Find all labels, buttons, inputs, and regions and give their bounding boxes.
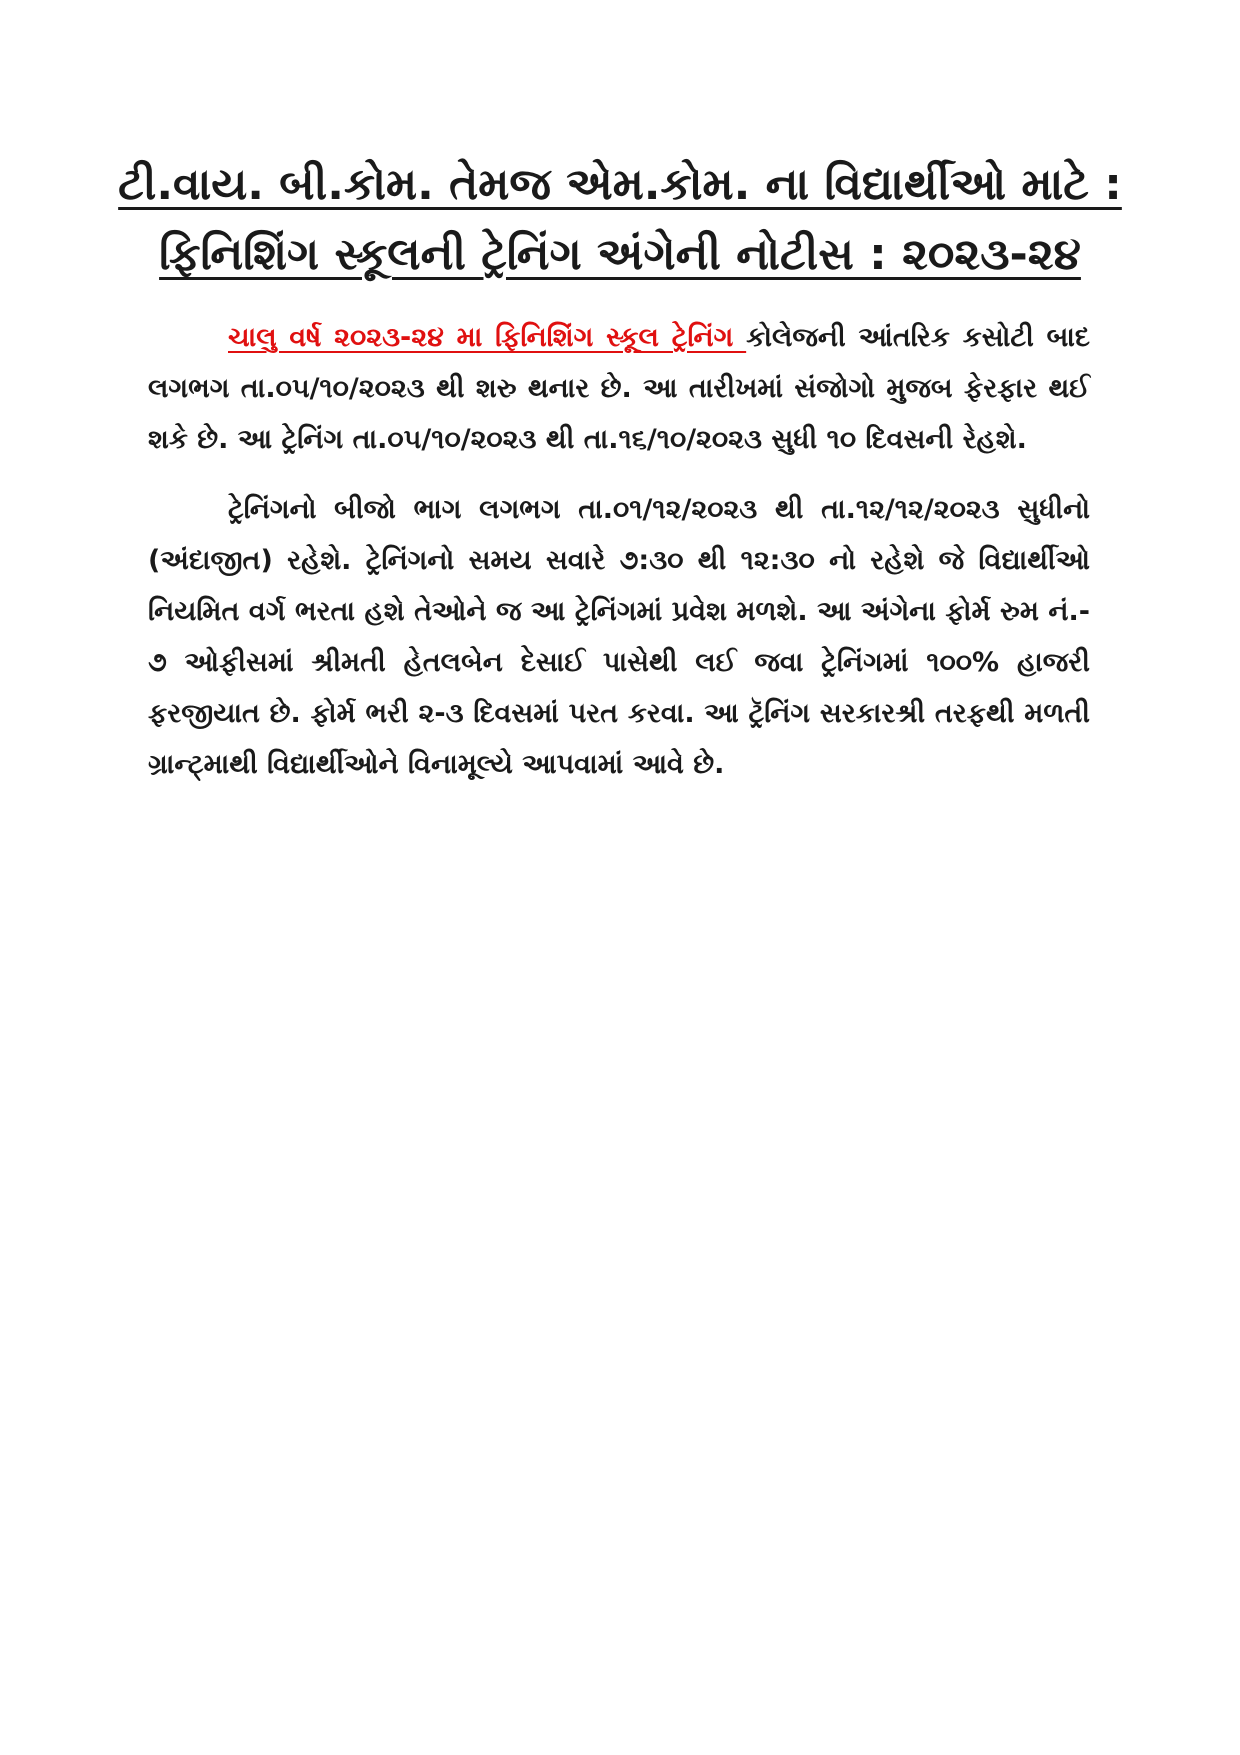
notice-title xyxy=(100,150,1140,290)
notice-title-line-1: ટી.વાય. બી.કોમ. તેમજ એમ.કોમ. ના વિદ્યાર્થીઓ માટે : xyxy=(118,159,1122,210)
paragraph-1-text: કોલેજની આંતરિક કસોટી બાદ લગભગ તા.૦૫/૧૦/૨૦૨૩ થી શરુ થનાર છે. આ તારીખમાં સંજોગો મુજબ ફેરફાર થઈ શકે છે. આ ટ્રેનિંગ તા.૦૫/૧૦/૨૦૨૩ થી તા.૧૬/૧૦/૨૦૨૩ સુધી ૧૦ દિવસની રેહશે. xyxy=(148,322,1090,455)
notice-paragraph-2: ટ્રેનિંગનો બીજો ભાગ લગભગ તા.૦૧/૧૨/૨૦૨૩ થી તા.૧૨/૧૨/૨૦૨૩ સુધીનો (અંદાજીત) રહેશે. ટ્રેનિંગનો સમય સવારે ૭:૩૦ થી ૧૨:૩૦ નો રહેશે જે વિદ્યાર્થીઓ નિયમિત વર્ગ ભરતા હશે તેઓને જ આ ટ્રેનિંગમાં પ્રવેશ મળશે. આ અંગેના ફોર્મ રુમ નં.- ૭ ઓફીસમાં શ્રીમતી હેતલબેન દેસાઈ પાસેથી લઈ જવા ટ્રેનિંગમાં ૧૦૦% હાજરી ફરજીયાત છે. ફોર્મ ભરી ૨-૩ દિવસમાં પરત કરવા. આ ટ્રૅનિંગ સરકારશ્રી તરફથી મળતી ગ્રાન્ટ્માથી વિદ્યાર્થીઓને વિનામૂલ્યે આપવામાં આવે છે. xyxy=(148,494,1090,780)
highlighted-phrase: ચાલુ વર્ષ ૨૦૨૩-૨૪ મા ફિનિશિંગ સ્કૂલ ટ્રેનિંગ xyxy=(228,322,747,353)
notice-paragraph-1 xyxy=(148,312,1090,465)
notice-title-line-2: ફિનિશિંગ સ્કૂલની ટ્રેનિંગ અંગેની નોટીસ : ૨૦૨૩-૨૪ xyxy=(159,229,1081,280)
notice-body xyxy=(148,312,1090,790)
